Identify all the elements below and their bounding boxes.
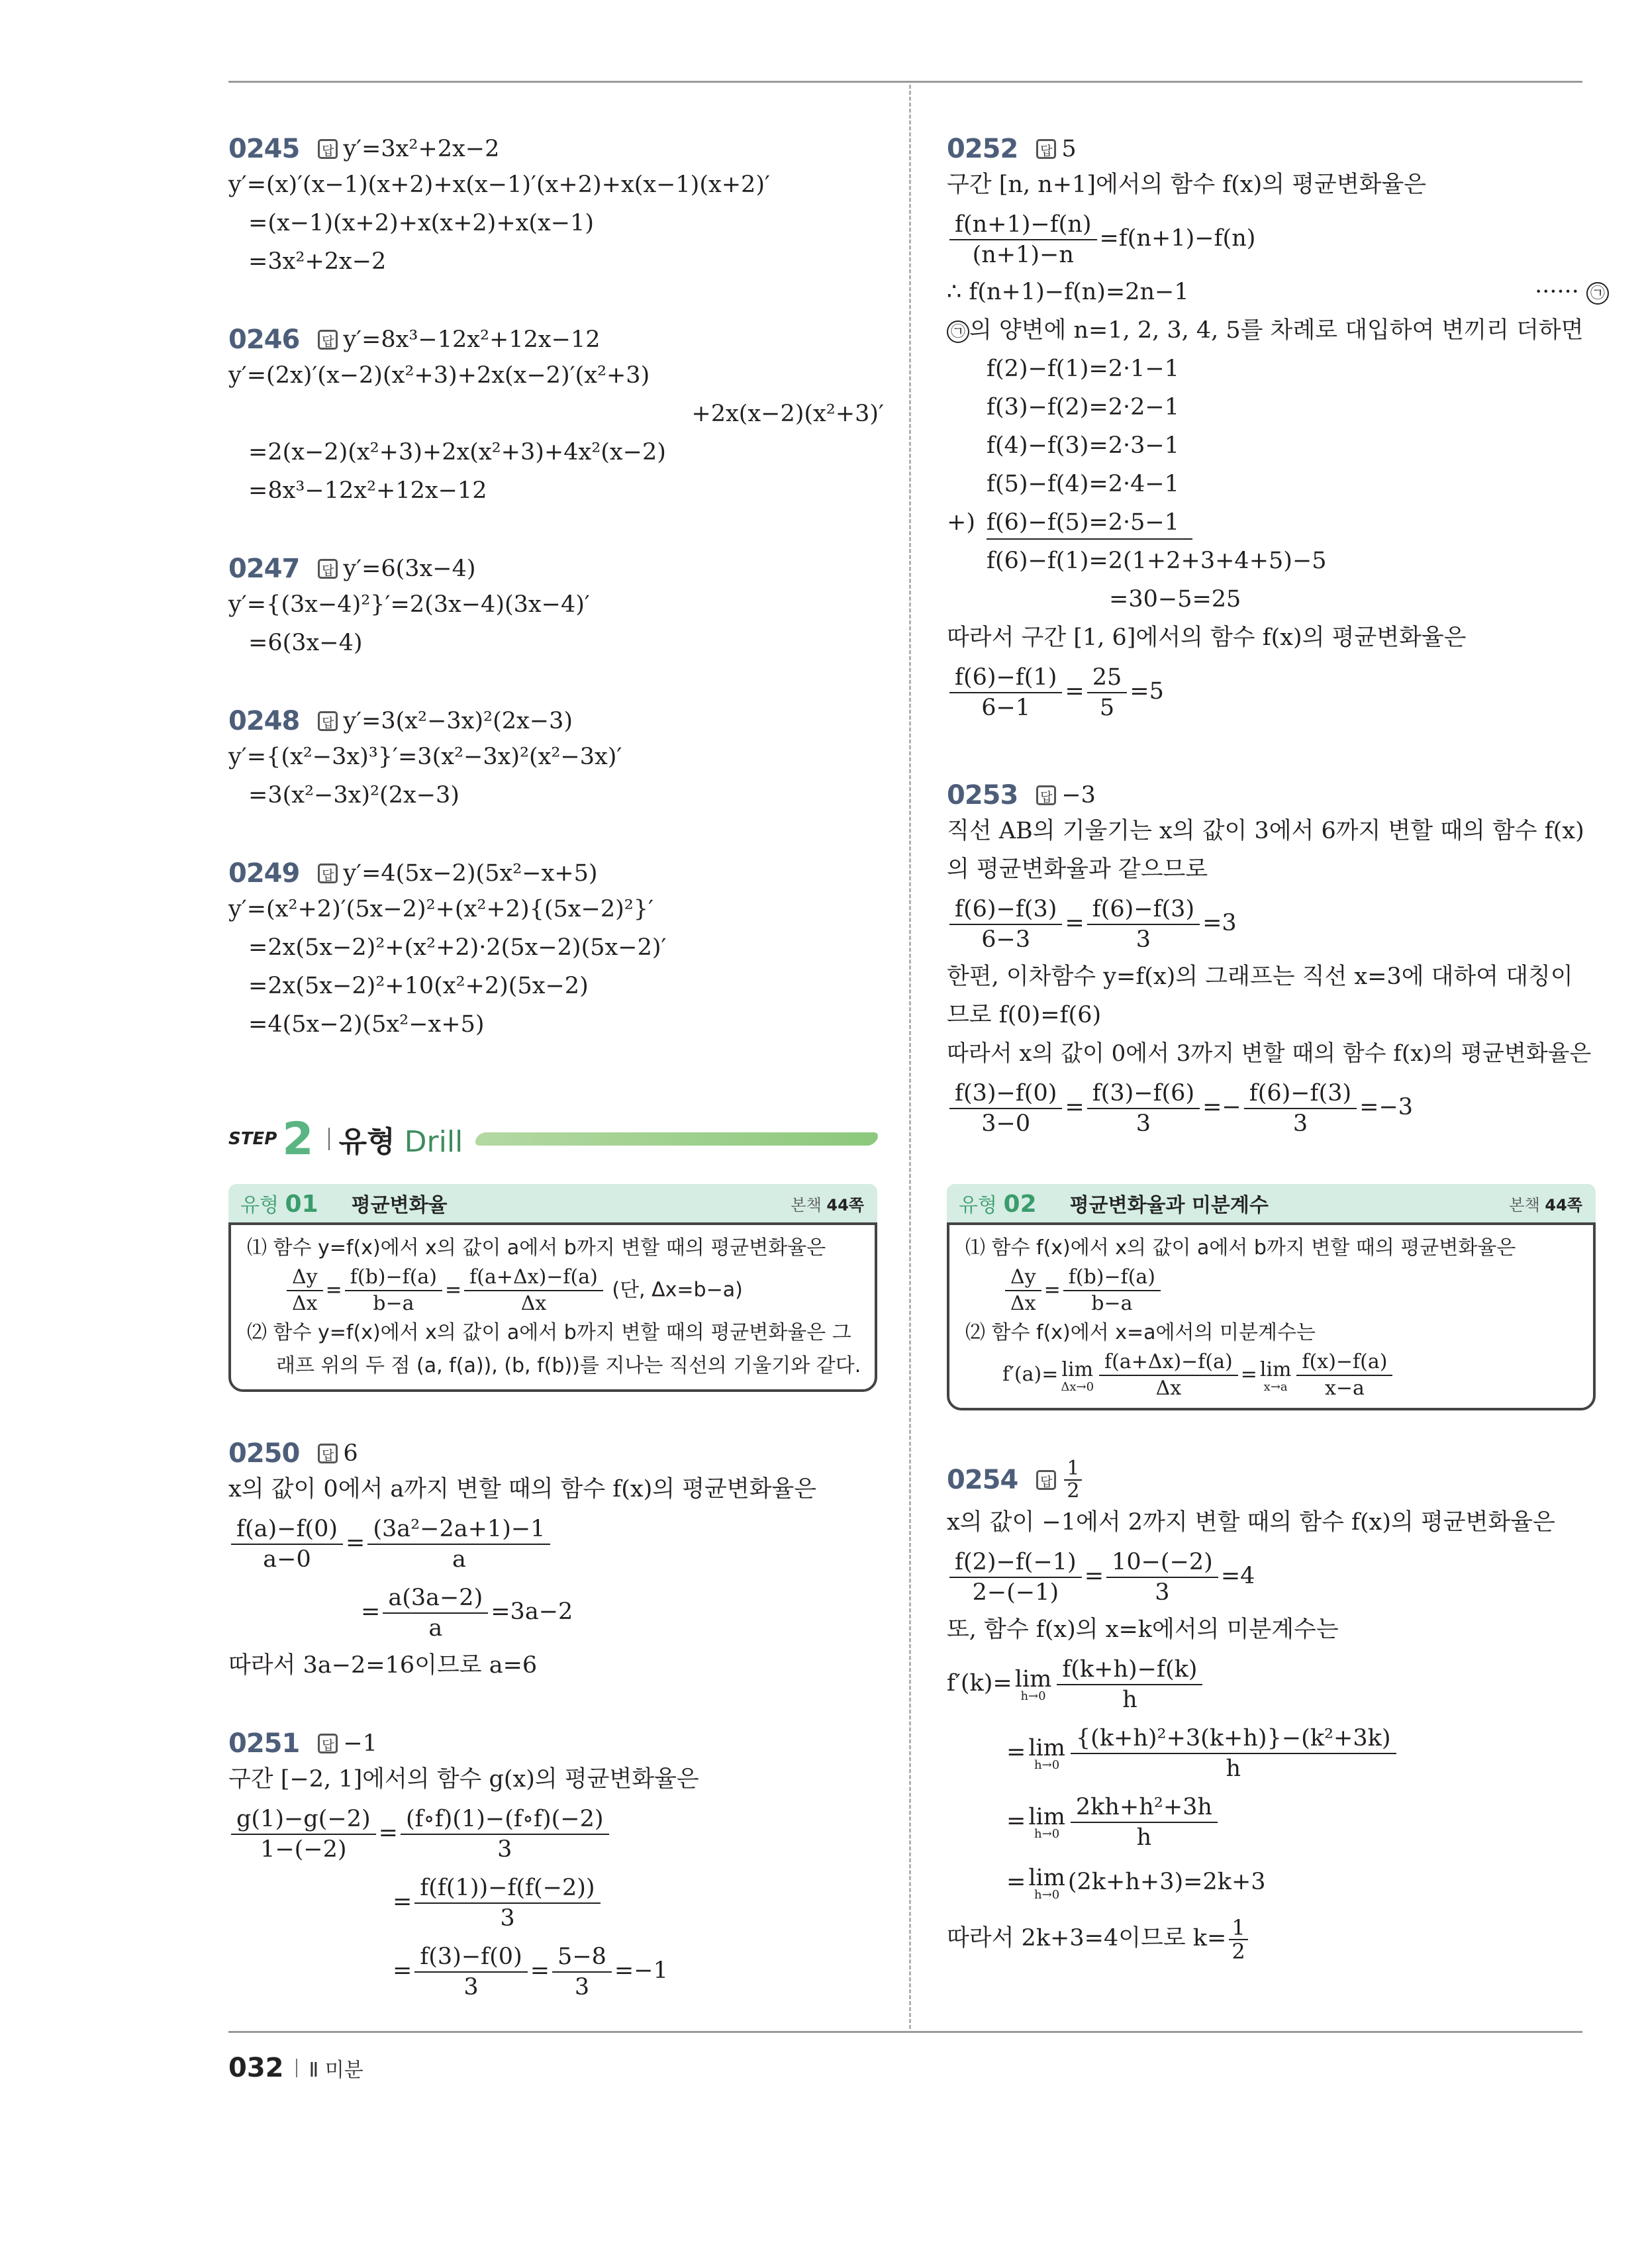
limit-sub: h→0 — [1020, 1689, 1046, 1703]
equation-tag — [1535, 273, 1609, 311]
problem-0246 — [228, 323, 891, 510]
fraction — [1071, 1793, 1218, 1852]
fraction — [1005, 1265, 1041, 1316]
problem-number: 0246 — [228, 324, 300, 355]
concept-box-body — [947, 1222, 1596, 1410]
fraction — [414, 1873, 600, 1933]
fraction — [552, 1942, 612, 2002]
solution-line: 므로 f(0)=f(6) — [947, 1002, 1102, 1028]
numerator: f(k+h)−f(k) — [1057, 1655, 1202, 1685]
denominator: a−0 — [263, 1546, 311, 1573]
equals: = — [530, 1957, 550, 1984]
numerator: 1 — [1064, 1458, 1082, 1481]
solution-line: =2x(5x−2)²+10(x²+2)(5x−2) — [248, 973, 589, 999]
solution-line: =8x³−12x²+12x−12 — [248, 477, 487, 504]
solution-line: y′=(x)′(x−1)(x+2)+x(x−1)′(x+2)+x(x−1)(x+2)′ — [228, 172, 770, 198]
limit-word: lim — [1061, 1358, 1094, 1381]
concept-title: 평균변화율과 미분계수 — [1069, 1194, 1269, 1217]
solution-line: 한편, 이차함수 y=f(x)의 그래프는 직선 x=3에 대하여 대칭이 — [947, 963, 1573, 990]
answer-icon: 답 — [1036, 1470, 1056, 1490]
answer-icon: 답 — [318, 559, 338, 579]
fraction — [1071, 1724, 1396, 1783]
solution-line: 따라서 x의 값이 0에서 3까지 변할 때의 함수 f(x)의 평균변화율은 — [947, 1040, 1592, 1067]
solution-formula — [947, 1649, 1609, 1718]
numerator: f(a+Δx)−f(a) — [1099, 1350, 1238, 1376]
concept-box-01 — [228, 1184, 877, 1392]
sum-line — [947, 503, 1609, 542]
limit-sub: h→0 — [1034, 1757, 1060, 1772]
numerator: f(b)−f(a) — [345, 1265, 442, 1291]
denominator: (n+1)−n — [972, 241, 1074, 268]
answer-fraction — [1064, 1458, 1082, 1502]
answer-icon: 답 — [318, 330, 338, 350]
fraction — [1296, 1350, 1392, 1401]
result: =4 — [1220, 1563, 1255, 1589]
answer-icon: 답 — [1036, 139, 1056, 159]
numerator: 25 — [1087, 663, 1128, 693]
problem-0245 — [228, 132, 891, 281]
denominator: Δx — [292, 1292, 318, 1315]
denominator: Δx — [1010, 1292, 1036, 1315]
answer-icon: 답 — [1036, 785, 1056, 805]
limit-sub: x→a — [1263, 1380, 1288, 1394]
denominator: 6−3 — [981, 926, 1031, 953]
solution-text: 의 양변에 n=1, 2, 3, 4, 5를 차례로 대입하여 변끼리 더하면 — [969, 317, 1584, 344]
equals: = — [1065, 1094, 1085, 1120]
solution-formula — [228, 1577, 891, 1646]
limit — [1028, 1736, 1065, 1771]
fraction — [1099, 1350, 1238, 1401]
fraction — [949, 663, 1062, 722]
type-tag-label: 유형 — [240, 1194, 279, 1217]
solution-line: y′=(x²+2)′(5x−2)²+(x²+2){(5x−2)²}′ — [228, 896, 654, 922]
equals: = — [1065, 910, 1085, 936]
step-label: STEP — [228, 1129, 277, 1149]
limit-sub: Δx→0 — [1061, 1380, 1094, 1394]
solution-line: y′={(x²−3x)³}′=3(x²−3x)²(x²−3x)′ — [228, 744, 622, 770]
result: (2k+h+3)=2k+3 — [1067, 1869, 1266, 1895]
solution-formula — [228, 1799, 891, 1867]
result: =f(n+1)−f(n) — [1099, 225, 1256, 252]
solution-line: =3x²+2x−2 — [248, 248, 387, 275]
concept-title: 평균변화율 — [351, 1194, 448, 1217]
step-number: 2 — [282, 1112, 314, 1165]
step-separator — [328, 1128, 330, 1150]
denominator: 2−(−1) — [972, 1579, 1059, 1606]
equals: = — [361, 1599, 381, 1625]
fraction — [1229, 1916, 1247, 1963]
problem-0248 — [228, 705, 891, 814]
solution-formula — [947, 1787, 1609, 1855]
answer-icon: 답 — [318, 1734, 338, 1753]
solution-formula — [947, 889, 1609, 958]
problem-0253 — [947, 779, 1609, 1142]
problem-0251 — [228, 1727, 891, 2005]
numerator: 2kh+h²+3h — [1071, 1793, 1218, 1823]
fraction — [1106, 1548, 1218, 1607]
denominator: b−a — [373, 1292, 414, 1315]
answer: −3 — [1061, 782, 1096, 809]
solution-formula — [228, 1867, 891, 1936]
chapter-label: Ⅱ 미분 — [309, 2059, 363, 2082]
type-tag-number: 01 — [285, 1191, 318, 1218]
denominator: 1−(−2) — [260, 1836, 347, 1863]
fraction — [231, 1804, 376, 1864]
type-tag-number: 02 — [1003, 1191, 1037, 1218]
denominator: 3 — [1135, 1110, 1151, 1137]
sum-line: =30−5=25 — [1109, 586, 1241, 613]
answer-icon: 답 — [318, 139, 338, 159]
denominator: Δx — [1155, 1377, 1182, 1400]
problem-0250 — [228, 1437, 891, 1685]
fraction — [949, 895, 1062, 954]
concept-line: ⑴ 함수 y=f(x)에서 x의 값이 a에서 b까지 변할 때의 평균변화율은 — [247, 1236, 826, 1259]
denominator: b−a — [1091, 1292, 1133, 1315]
solution-formula — [947, 1718, 1609, 1787]
answer-icon: 답 — [318, 863, 338, 883]
answer: 5 — [1061, 136, 1077, 162]
sum-line: f(2)−f(1)=2·1−1 — [987, 356, 1179, 382]
result: =3a−2 — [491, 1599, 573, 1625]
solution-line: +2x(x−2)(x²+3)′ — [691, 401, 884, 427]
fraction — [401, 1804, 609, 1864]
concept-line: 래프 위의 두 점 (a, f(a)), (b, f(b))를 지나는 직선의 기울기와 같다. — [276, 1354, 861, 1377]
numerator: f(3)−f(6) — [1087, 1079, 1200, 1109]
concept-box-header — [228, 1184, 877, 1222]
reference — [1509, 1192, 1582, 1215]
solution-line: 따라서 3a−2=16이므로 a=6 — [228, 1652, 538, 1679]
limit-word: lim — [1259, 1358, 1292, 1381]
numerator: {(k+h)²+3(k+h)}−(k²+3k) — [1071, 1724, 1396, 1754]
solution-formula — [228, 1508, 891, 1577]
denominator: 6−1 — [981, 694, 1031, 721]
type-tag-label: 유형 — [959, 1194, 997, 1217]
denominator: 3 — [463, 1973, 479, 2000]
solution-text: 따라서 2k+3=4이므로 k= — [947, 1925, 1227, 1951]
concept-formula — [965, 1265, 1577, 1316]
denominator: 3 — [1292, 1110, 1308, 1137]
result: =−3 — [1359, 1094, 1414, 1120]
fraction — [231, 1514, 343, 1574]
answer-icon: 답 — [318, 711, 338, 731]
solution-formula — [947, 204, 1609, 273]
step-bar — [473, 1132, 881, 1146]
equals: = — [346, 1530, 365, 1556]
fraction — [345, 1265, 442, 1316]
equals: = — [393, 1889, 412, 1915]
page-number: 032 — [228, 2053, 284, 2083]
concept-box-02 — [947, 1184, 1596, 1410]
denominator: 2 — [1232, 1938, 1245, 1964]
equals: = — [378, 1820, 398, 1846]
solution-line: y′=(2x)′(x−2)(x²+3)+2x(x−2)′(x²+3) — [228, 362, 650, 389]
dots: ······ — [1535, 279, 1579, 305]
limit — [1028, 1865, 1065, 1901]
step-title-main: 유형 — [338, 1125, 395, 1159]
limit-word: lim — [1014, 1665, 1052, 1693]
fraction — [1244, 1079, 1357, 1138]
denominator: 3 — [500, 1904, 515, 1932]
numerator: 5−8 — [552, 1942, 612, 1973]
step-header — [228, 1112, 877, 1165]
lhs: f′(k)= — [947, 1670, 1012, 1697]
denominator: 3−0 — [981, 1110, 1031, 1137]
solution-formula — [947, 1855, 1609, 1908]
problem-0249 — [228, 857, 891, 1044]
numerator: f(6)−f(3) — [1087, 895, 1200, 925]
denominator: 5 — [1099, 694, 1115, 721]
numerator: g(1)−g(−2) — [231, 1804, 376, 1835]
limit-word: lim — [1028, 1734, 1065, 1761]
solution-line: =2(x−2)(x²+3)+2x(x²+3)+4x²(x−2) — [248, 439, 666, 466]
concept-line: ⑵ 함수 y=f(x)에서 x의 값이 a에서 b까지 변할 때의 평균변화율은 그 — [247, 1321, 851, 1344]
solution-line: y′={(3x−4)²}′=2(3x−4)(3x−4)′ — [228, 591, 590, 618]
problem-0254 — [947, 1457, 1609, 1968]
numerator: f(2)−f(−1) — [949, 1548, 1082, 1578]
circled-mark-icon: ㉠ — [947, 320, 969, 343]
equals: = — [325, 1278, 342, 1302]
reference-page: 44쪽 — [1545, 1195, 1582, 1214]
limit-word: lim — [1028, 1864, 1065, 1891]
denominator: 3 — [1135, 926, 1151, 953]
denominator: a — [428, 1614, 443, 1642]
numerator: (f∘f)(1)−(f∘f)(−2) — [401, 1804, 609, 1835]
solution-line — [947, 1908, 1609, 1968]
limit-word: lim — [1028, 1803, 1065, 1830]
problem-number: 0253 — [947, 780, 1018, 811]
numerator: 10−(−2) — [1106, 1548, 1218, 1578]
limit — [1260, 1357, 1292, 1393]
numerator: f(3)−f(0) — [414, 1942, 527, 1973]
denominator: 3 — [1155, 1579, 1170, 1606]
step-title-sub: Drill — [404, 1125, 463, 1159]
fraction — [1057, 1655, 1202, 1714]
left-column — [228, 132, 891, 1086]
solution-line: 의 평균변화율과 같으므로 — [947, 856, 1208, 883]
problem-number: 0251 — [228, 1728, 300, 1759]
solution-line: 또, 함수 f(x)의 x=k에서의 미분계수는 — [947, 1616, 1339, 1643]
right-column — [947, 132, 1609, 1184]
fraction — [1087, 895, 1200, 954]
answer: y′=6(3x−4) — [343, 556, 476, 582]
numerator: f(x)−f(a) — [1296, 1350, 1392, 1376]
problem-number: 0247 — [228, 554, 300, 584]
problem-number: 0250 — [228, 1438, 300, 1469]
top-rule — [228, 81, 1582, 83]
concept-formula — [247, 1265, 859, 1316]
left-column-lower — [228, 1437, 891, 2047]
type-tag — [959, 1189, 1037, 1218]
fraction — [1087, 1079, 1200, 1138]
numerator: f(6)−f(3) — [949, 895, 1062, 925]
problem-0247 — [228, 552, 891, 662]
limit-sub: h→0 — [1034, 1887, 1060, 1902]
answer: y′=8x³−12x²+12x−12 — [343, 326, 601, 353]
numerator: f(n+1)−f(n) — [949, 210, 1097, 240]
lhs: f′(a)= — [1002, 1363, 1059, 1386]
equals: = — [1006, 1869, 1026, 1895]
solution-line: =6(3x−4) — [248, 630, 363, 656]
numerator: Δy — [1005, 1265, 1041, 1291]
numerator: f(6)−f(1) — [949, 663, 1062, 693]
numerator: f(a)−f(0) — [231, 1514, 343, 1545]
column-divider — [909, 85, 911, 2029]
fraction — [464, 1265, 603, 1316]
numerator: Δy — [287, 1265, 323, 1291]
equals: = — [1240, 1363, 1257, 1386]
numerator: 1 — [1229, 1916, 1247, 1940]
equals: = — [1006, 1739, 1026, 1765]
solution-formula — [228, 1936, 891, 2005]
answer: y′=3(x²−3x)²(2x−3) — [343, 708, 573, 734]
numerator: f(3)−f(0) — [949, 1079, 1062, 1109]
equals: = — [393, 1957, 412, 1984]
reference-page: 44쪽 — [826, 1195, 864, 1214]
answer-icon: 답 — [318, 1444, 338, 1463]
problem-0252 — [947, 132, 1609, 726]
solution-line: x의 값이 0에서 a까지 변할 때의 함수 f(x)의 평균변화율은 — [228, 1476, 817, 1503]
page-footer — [228, 2053, 363, 2083]
solution-line: =(x−1)(x+2)+x(x+2)+x(x−1) — [248, 210, 595, 236]
solution-text: ∴ f(n+1)−f(n)=2n−1 — [947, 279, 1189, 305]
fraction — [287, 1265, 323, 1316]
fraction — [1063, 1265, 1161, 1316]
sum-line: f(3)−f(2)=2·2−1 — [987, 394, 1179, 420]
equals: = — [1043, 1278, 1061, 1302]
reference-label: 본책 — [1509, 1195, 1540, 1214]
result: =5 — [1130, 678, 1164, 705]
concept-box-body — [228, 1222, 877, 1392]
solution-line: 구간 [n, n+1]에서의 함수 f(x)의 평균변화율은 — [947, 172, 1427, 198]
fraction — [414, 1942, 527, 2002]
problem-number: 0252 — [947, 134, 1018, 164]
step-title — [339, 1118, 463, 1160]
solution-line: 구간 [−2, 1]에서의 함수 g(x)의 평균변화율은 — [228, 1766, 699, 1793]
answer: y′=4(5x−2)(5x²−x+5) — [343, 860, 598, 887]
circled-mark-icon: ㉠ — [1586, 282, 1609, 305]
result: =−1 — [614, 1957, 668, 1984]
limit-sub: h→0 — [1034, 1826, 1060, 1841]
equals: = — [1084, 1563, 1104, 1589]
numerator: f(b)−f(a) — [1063, 1265, 1161, 1291]
denominator: h — [1122, 1686, 1137, 1713]
denominator: h — [1136, 1824, 1152, 1851]
fraction — [1087, 663, 1128, 722]
sum-line: f(4)−f(3)=2·3−1 — [987, 432, 1179, 459]
numerator: f(a+Δx)−f(a) — [464, 1265, 603, 1291]
solution-line — [947, 311, 1609, 350]
problem-number: 0249 — [228, 858, 300, 889]
numerator: a(3a−2) — [383, 1583, 488, 1614]
reference-label: 본책 — [791, 1195, 822, 1214]
sum-line: f(5)−f(4)=2·4−1 — [987, 471, 1179, 497]
solution-line: 따라서 구간 [1, 6]에서의 함수 f(x)의 평균변화율은 — [947, 624, 1467, 651]
numerator: (3a²−2a+1)−1 — [367, 1514, 550, 1545]
concept-box-header — [947, 1184, 1596, 1222]
denominator: 2 — [1067, 1479, 1080, 1503]
denominator: Δx — [520, 1292, 547, 1315]
solution-line: 직선 AB의 기울기는 x의 값이 3에서 6까지 변할 때의 함수 f(x) — [947, 818, 1584, 844]
fraction — [949, 1079, 1062, 1138]
fraction — [383, 1583, 488, 1643]
fraction — [949, 1548, 1082, 1607]
right-column-lower — [947, 1457, 1609, 2010]
reference — [791, 1192, 864, 1215]
limit — [1015, 1667, 1052, 1702]
denominator: 3 — [497, 1836, 512, 1863]
solution-line: =2x(5x−2)²+(x²+2)·2(5x−2)(5x−2)′ — [248, 934, 667, 961]
denominator: a — [452, 1546, 466, 1573]
fraction — [949, 210, 1097, 270]
equals: = — [445, 1278, 462, 1302]
concept-line: ⑴ 함수 f(x)에서 x의 값이 a에서 b까지 변할 때의 평균변화율은 — [965, 1236, 1516, 1259]
answer: 6 — [343, 1440, 358, 1467]
concept-formula — [965, 1350, 1577, 1401]
solution-line: =4(5x−2)(5x²−x+5) — [248, 1011, 485, 1038]
concept-line: ⑵ 함수 f(x)에서 x=a에서의 미분계수는 — [965, 1321, 1316, 1344]
condition: (단, Δx=b−a) — [612, 1278, 743, 1302]
solution-formula — [947, 1542, 1609, 1610]
limit — [1028, 1804, 1065, 1840]
fraction — [367, 1514, 550, 1574]
problem-number: 0254 — [947, 1465, 1018, 1495]
limit — [1061, 1357, 1094, 1393]
type-tag — [240, 1189, 318, 1218]
problem-number: 0245 — [228, 134, 300, 164]
solution-formula — [947, 1073, 1609, 1142]
solution-formula — [947, 657, 1609, 726]
denominator: x−a — [1324, 1377, 1365, 1400]
solution-line: x의 값이 −1에서 2까지 변할 때의 함수 f(x)의 평균변화율은 — [947, 1509, 1555, 1536]
problem-number: 0248 — [228, 706, 300, 736]
sum-text: f(6)−f(5)=2·5−1 — [987, 507, 1192, 540]
plus-sign: +) — [947, 509, 975, 536]
numerator: f(6)−f(3) — [1244, 1079, 1357, 1109]
denominator: h — [1226, 1755, 1241, 1782]
denominator: 3 — [574, 1973, 590, 2000]
equals-minus: =− — [1202, 1094, 1241, 1120]
solution-line: =3(x²−3x)²(2x−3) — [248, 782, 459, 809]
answer: y′=3x²+2x−2 — [343, 136, 500, 162]
answer: −1 — [343, 1730, 377, 1757]
equals: = — [1065, 678, 1085, 705]
equals: = — [1006, 1808, 1026, 1834]
footer-separator — [296, 2059, 297, 2077]
sum-line: f(6)−f(1)=2(1+2+3+4+5)−5 — [987, 548, 1327, 574]
result: =3 — [1202, 910, 1237, 936]
solution-line — [947, 273, 1609, 311]
numerator: f(f(1))−f(f(−2)) — [414, 1873, 600, 1904]
